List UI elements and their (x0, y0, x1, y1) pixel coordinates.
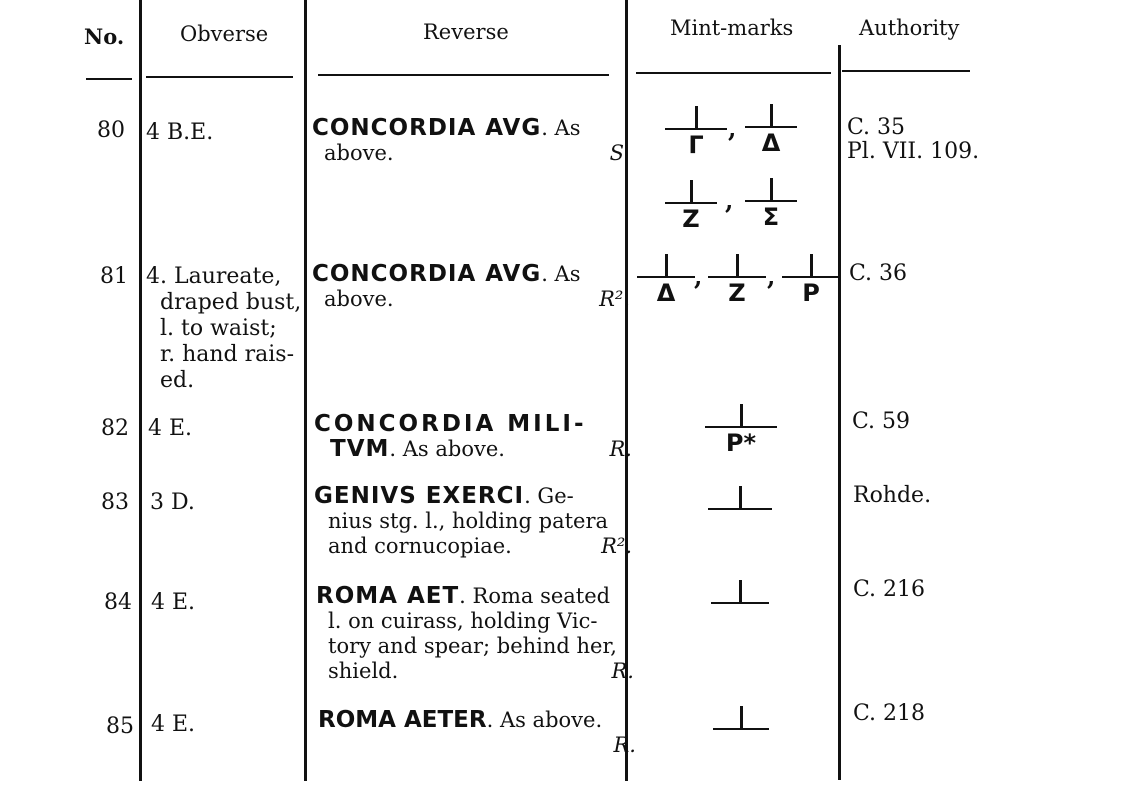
reverse-text: . As above. (486, 708, 603, 732)
reverse-text: and cornucopiae. (328, 534, 512, 558)
mintmark (637, 254, 695, 308)
authority-line: Rohde. (853, 483, 932, 508)
rarity: R. (613, 733, 636, 757)
obverse-line: 4 B.E. (146, 120, 214, 145)
obverse-line: 4 E. (151, 590, 196, 615)
reverse-cell (314, 412, 632, 462)
mintmark-symbol: P* (725, 429, 757, 457)
mintmark-symbol: Z (682, 205, 700, 233)
mintmark-tick (739, 580, 742, 602)
reverse-text: l. on cuirass, holding Vic- (328, 609, 598, 633)
mintmark (711, 580, 769, 634)
row-number: 80 (97, 118, 125, 143)
mintmark (705, 404, 777, 458)
reverse-legend: CONCORDIA MILI- (314, 411, 587, 437)
obverse-line: draped bust, (160, 290, 302, 315)
mintmark (665, 180, 717, 234)
obverse-line: 4 E. (148, 416, 193, 441)
reverse-line (312, 262, 630, 287)
obverse-line: 4 E. (151, 712, 196, 737)
mintmark-symbol: P (802, 279, 820, 307)
obverse-line: l. to waist; (160, 316, 277, 341)
reverse-line (314, 534, 632, 559)
reverse-line (316, 634, 634, 659)
authority-cell (853, 484, 931, 508)
row-number: 82 (101, 416, 129, 441)
mintmark-bar (711, 602, 769, 604)
separator: , (767, 262, 776, 291)
mintmark-tick (740, 404, 743, 426)
reverse-line (318, 708, 636, 733)
obverse-cell (151, 590, 195, 616)
row-number: 84 (104, 590, 132, 615)
mintmark-tick (690, 180, 693, 202)
reverse-text: . As above. (389, 437, 505, 461)
authority-line: C. 35 (847, 115, 906, 140)
mintmark-bar (708, 508, 772, 510)
mintmark-symbol: Δ (656, 279, 676, 307)
reverse-text: nius stg. l., holding patera (328, 509, 609, 533)
mintmark (782, 254, 840, 308)
authority-cell (852, 410, 910, 434)
mintmark-tick (740, 706, 743, 728)
reverse-text: . Ge- (524, 484, 574, 508)
reverse-legend: TVM (330, 436, 390, 462)
mintmark-tick (810, 254, 813, 276)
row-number: 83 (101, 490, 129, 515)
mintmark-tick (770, 104, 773, 126)
obverse-cell (146, 120, 213, 146)
header-authority: Authority (859, 16, 960, 40)
obverse-line: ed. (160, 368, 195, 393)
reverse-text: above. (324, 141, 394, 165)
separator: , (694, 262, 703, 291)
reverse-legend: ROMA AETER (318, 707, 487, 733)
reverse-line (312, 141, 630, 166)
authority-line: C. 59 (852, 409, 911, 434)
rarity: R. (609, 437, 632, 461)
mintmark-bar (713, 728, 769, 730)
reverse-cell (316, 584, 634, 684)
mintmark-symbol: Γ (688, 131, 704, 159)
header-rule-mintmarks (636, 72, 831, 74)
reverse-line (316, 609, 634, 634)
mintmark-symbol: Z (728, 279, 746, 307)
authority-cell (849, 262, 907, 286)
obverse-cell (148, 416, 192, 442)
authority-cell (853, 702, 925, 726)
reverse-line (316, 659, 634, 684)
reverse-cell (318, 708, 636, 758)
obverse-cell (151, 712, 195, 738)
reverse-legend: CONCORDIA AVG (312, 115, 542, 141)
mintmark (665, 106, 727, 160)
mintmark-tick (695, 106, 698, 128)
reverse-cell (312, 262, 630, 312)
header-rule-obverse (146, 76, 293, 78)
mintmark-tick (736, 254, 739, 276)
header-obverse: Obverse (180, 22, 269, 46)
mintmark-symbol: Σ (762, 203, 780, 231)
mintmark (745, 104, 797, 158)
mintmark (708, 254, 766, 308)
mintmark-tick (770, 178, 773, 200)
reverse-text: tory and spear; behind her, (328, 634, 617, 658)
obverse-line: 3 D. (150, 490, 195, 515)
reverse-cell (314, 484, 632, 559)
rarity: R². (601, 534, 632, 558)
reverse-legend: CONCORDIA AVG (312, 261, 542, 287)
column-rule-4 (838, 45, 841, 780)
mintmark-tick (739, 486, 742, 508)
mintmark (745, 178, 797, 232)
reverse-cell (312, 116, 630, 166)
column-rule-2 (304, 0, 307, 781)
reverse-text: . As (541, 262, 581, 286)
reverse-legend: ROMA AET (316, 583, 460, 609)
authority-cell (847, 116, 979, 164)
row-number: 85 (106, 714, 134, 739)
reverse-text: . As (541, 116, 581, 140)
header-rule-authority (842, 70, 970, 72)
authority-line: C. 218 (853, 701, 926, 726)
reverse-legend: GENIVS EXERCI (314, 483, 525, 509)
obverse-cell (150, 490, 195, 516)
row-number: 81 (100, 264, 128, 289)
reverse-text: above. (324, 287, 394, 311)
obverse-line: r. hand rais- (160, 342, 295, 367)
reverse-line (314, 484, 632, 509)
rarity: R. (611, 659, 634, 683)
rarity: R². (599, 287, 630, 311)
reverse-line (314, 509, 632, 534)
reverse-line (314, 412, 632, 437)
reverse-text: shield. (328, 659, 399, 683)
obverse-cell (146, 264, 301, 394)
reverse-line (314, 437, 632, 462)
separator: , (725, 186, 734, 215)
column-rule-1 (139, 0, 142, 781)
obverse-line: 4. Laureate, (146, 264, 282, 289)
authority-cell (853, 578, 925, 602)
reverse-text: . Roma seated (459, 584, 611, 608)
authority-line: C. 36 (849, 261, 908, 286)
header-reverse: Reverse (423, 20, 509, 44)
mintmark-tick (665, 254, 668, 276)
header-no: No. (84, 24, 125, 49)
header-rule-no (86, 78, 132, 80)
reverse-line (312, 287, 630, 312)
separator: , (728, 114, 737, 143)
header-mintmarks: Mint-marks (670, 16, 794, 40)
reverse-line (312, 116, 630, 141)
mintmark (713, 706, 769, 760)
authority-line: C. 216 (853, 577, 926, 602)
mintmark (708, 486, 772, 540)
authority-line: Pl. VII. 109. (847, 139, 980, 164)
reverse-line (316, 584, 634, 609)
mintmark-symbol: Δ (761, 129, 781, 157)
rarity: S. (609, 141, 630, 165)
header-rule-reverse (318, 74, 609, 76)
